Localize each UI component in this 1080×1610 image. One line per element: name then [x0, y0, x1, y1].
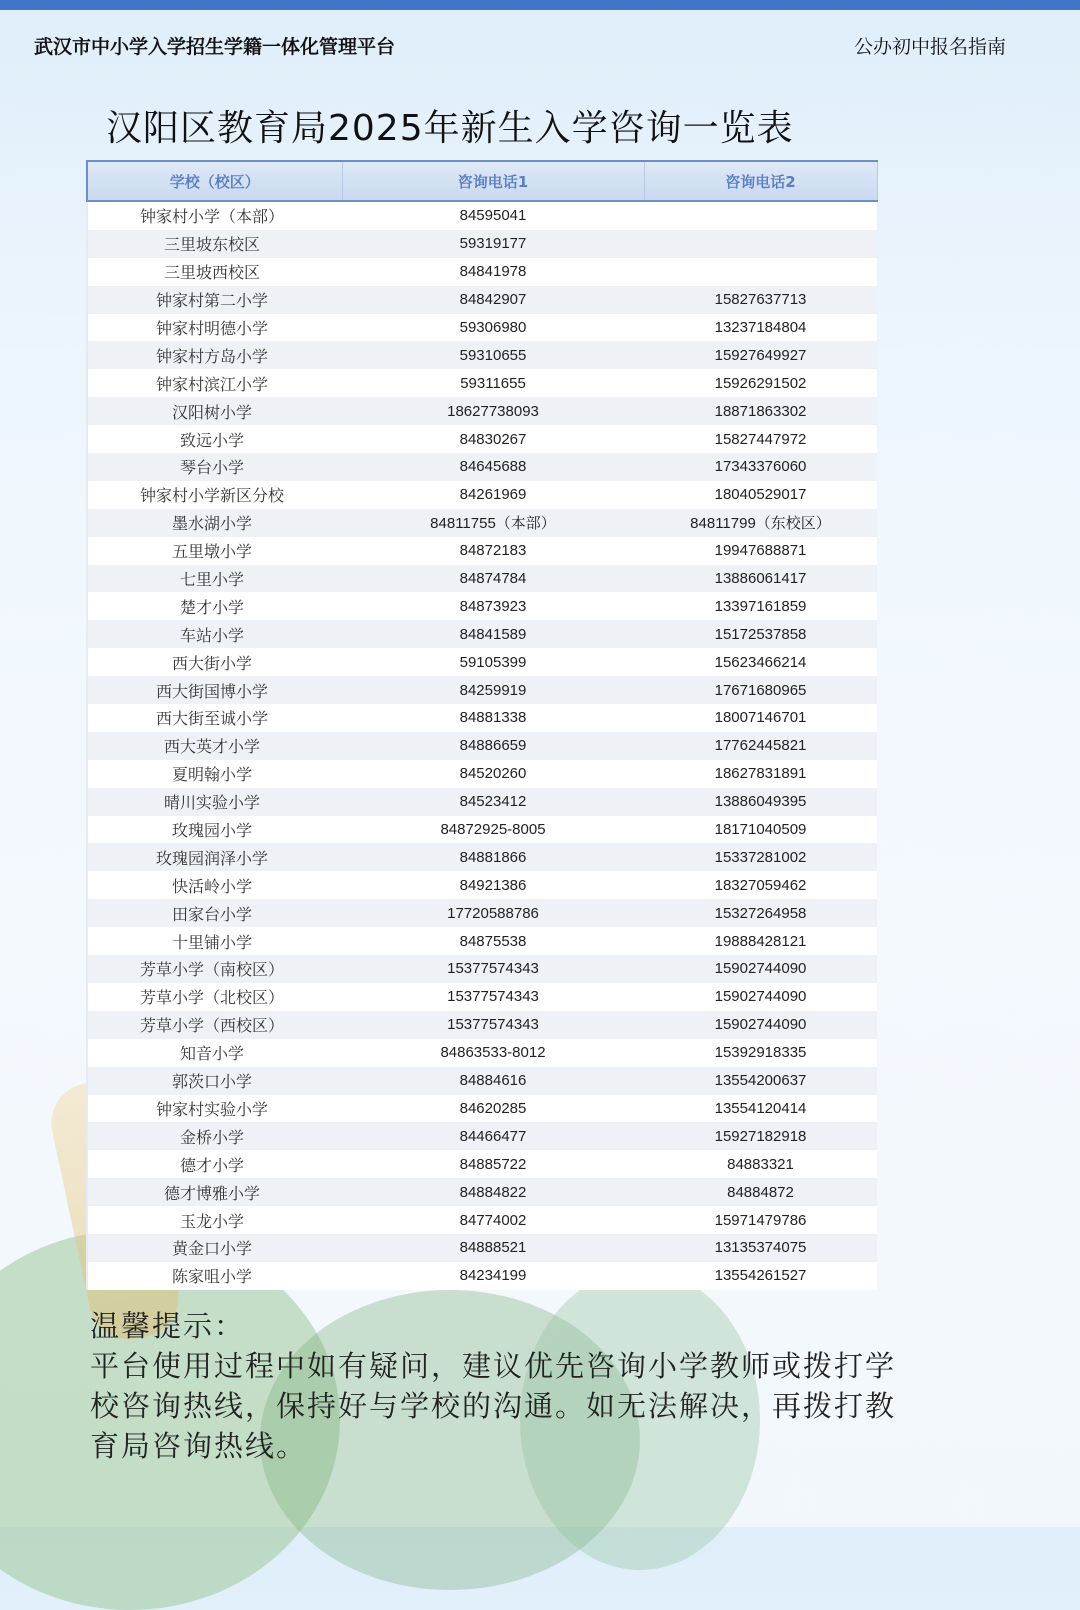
table-row — [87, 899, 877, 927]
cell-school: 德才小学 — [87, 1150, 342, 1178]
cell-school: 三里坡西校区 — [87, 258, 342, 286]
table-row — [87, 1178, 877, 1206]
table-row — [87, 788, 877, 816]
cell-school: 钟家村实验小学 — [87, 1095, 342, 1123]
cell-phone2: 84811799（东校区） — [644, 509, 877, 537]
cell-phone2: 13886061417 — [644, 565, 877, 593]
cell-phone1: 84523412 — [342, 788, 644, 816]
table-row — [87, 843, 877, 871]
cell-phone1: 84830267 — [342, 425, 644, 453]
cell-phone2: 84884872 — [644, 1178, 877, 1206]
cell-phone1: 59319177 — [342, 230, 644, 258]
cell-school: 知音小学 — [87, 1039, 342, 1067]
cell-phone1: 84872183 — [342, 537, 644, 565]
table-row — [87, 453, 877, 481]
cell-phone2: 15927182918 — [644, 1122, 877, 1150]
cell-phone1: 84774002 — [342, 1206, 644, 1234]
cell-phone1: 59306980 — [342, 314, 644, 342]
cell-phone2 — [644, 258, 877, 286]
table-row — [87, 620, 877, 648]
cell-phone2: 19947688871 — [644, 537, 877, 565]
table-row — [87, 816, 877, 844]
cell-school: 三里坡东校区 — [87, 230, 342, 258]
cell-phone2: 13237184804 — [644, 314, 877, 342]
table-row — [87, 1150, 877, 1178]
cell-school: 玫瑰园润泽小学 — [87, 843, 342, 871]
cell-phone2: 13135374075 — [644, 1234, 877, 1262]
cell-phone2: 18171040509 — [644, 816, 877, 844]
table-row — [87, 369, 877, 397]
cell-school: 芳草小学（北校区） — [87, 983, 342, 1011]
cell-phone2: 18871863302 — [644, 397, 877, 425]
table-row — [87, 258, 877, 286]
cell-phone2: 15971479786 — [644, 1206, 877, 1234]
cell-phone1: 59311655 — [342, 369, 644, 397]
cell-phone1: 84874784 — [342, 565, 644, 593]
cell-school: 玉龙小学 — [87, 1206, 342, 1234]
cell-phone2: 15392918335 — [644, 1039, 877, 1067]
cell-phone2 — [644, 230, 877, 258]
cell-phone1: 84884616 — [342, 1067, 644, 1095]
cell-school: 西大街至诚小学 — [87, 704, 342, 732]
cell-phone1: 84261969 — [342, 481, 644, 509]
table-row — [87, 732, 877, 760]
cell-phone1: 84466477 — [342, 1122, 644, 1150]
cell-school: 墨水湖小学 — [87, 509, 342, 537]
cell-school: 车站小学 — [87, 620, 342, 648]
cell-phone1: 15377574343 — [342, 983, 644, 1011]
cell-phone2: 19888428121 — [644, 927, 877, 955]
cell-phone2: 15827637713 — [644, 286, 877, 314]
table-row — [87, 1095, 877, 1123]
cell-phone1: 84881866 — [342, 843, 644, 871]
cell-school: 钟家村小学新区分校 — [87, 481, 342, 509]
cell-phone1: 17720588786 — [342, 899, 644, 927]
cell-phone1: 84259919 — [342, 676, 644, 704]
cell-phone2 — [644, 201, 877, 230]
cell-school: 芳草小学（南校区） — [87, 955, 342, 983]
table-row — [87, 509, 877, 537]
cell-phone2: 15927649927 — [644, 341, 877, 369]
cell-phone2: 15327264958 — [644, 899, 877, 927]
cell-phone1: 84620285 — [342, 1095, 644, 1123]
table-row — [87, 537, 877, 565]
cell-school: 西大英才小学 — [87, 732, 342, 760]
cell-phone2: 18627831891 — [644, 760, 877, 788]
cell-phone1: 84234199 — [342, 1262, 644, 1290]
cell-school: 晴川实验小学 — [87, 788, 342, 816]
table-row — [87, 397, 877, 425]
cell-school: 西大街小学 — [87, 648, 342, 676]
cell-phone1: 84872925-8005 — [342, 816, 644, 844]
cell-school: 金桥小学 — [87, 1122, 342, 1150]
column-header-phone2: 咨询电话2 — [644, 161, 877, 201]
cell-school: 郭茨口小学 — [87, 1067, 342, 1095]
cell-phone2: 84883321 — [644, 1150, 877, 1178]
cell-phone2: 15902744090 — [644, 1011, 877, 1039]
column-header-school: 学校（校区） — [87, 161, 342, 201]
table-row — [87, 1011, 877, 1039]
cell-school: 黄金口小学 — [87, 1234, 342, 1262]
cell-phone2: 13886049395 — [644, 788, 877, 816]
cell-school: 芳草小学（西校区） — [87, 1011, 342, 1039]
cell-phone2: 15172537858 — [644, 620, 877, 648]
table-row — [87, 201, 877, 230]
cell-phone1: 84886659 — [342, 732, 644, 760]
cell-phone2: 17762445821 — [644, 732, 877, 760]
table-row — [87, 955, 877, 983]
cell-phone1: 84875538 — [342, 927, 644, 955]
guide-name: 公办初中报名指南 — [853, 36, 1006, 58]
cell-phone1: 18627738093 — [342, 397, 644, 425]
cell-phone1: 84888521 — [342, 1234, 644, 1262]
tip-body: 平台使用过程中如有疑问，建议优先咨询小学教师或拨打学校咨询热线，保持好与学校的沟通。如无法解决，再拨打教育局咨询热线。 — [90, 1349, 897, 1463]
cell-phone1: 84842907 — [342, 286, 644, 314]
cell-school: 陈家咀小学 — [87, 1262, 342, 1290]
cell-school: 钟家村明德小学 — [87, 314, 342, 342]
cell-phone1: 84885722 — [342, 1150, 644, 1178]
cell-phone1: 84884822 — [342, 1178, 644, 1206]
table-row — [87, 704, 877, 732]
cell-phone1: 84645688 — [342, 453, 644, 481]
cell-phone1: 15377574343 — [342, 955, 644, 983]
cell-school: 玫瑰园小学 — [87, 816, 342, 844]
cell-phone1: 84921386 — [342, 871, 644, 899]
table-row — [87, 983, 877, 1011]
table-row — [87, 927, 877, 955]
table-row — [87, 760, 877, 788]
cell-school: 钟家村滨江小学 — [87, 369, 342, 397]
table-row — [87, 592, 877, 620]
table-row — [87, 481, 877, 509]
cell-school: 钟家村小学（本部） — [87, 201, 342, 230]
table-row — [87, 1206, 877, 1234]
cell-phone2: 18327059462 — [644, 871, 877, 899]
tip-box — [90, 1306, 920, 1466]
cell-phone1: 59310655 — [342, 341, 644, 369]
table-row — [87, 565, 877, 593]
cell-phone1: 84520260 — [342, 760, 644, 788]
cell-school: 五里墩小学 — [87, 537, 342, 565]
cell-phone2: 18040529017 — [644, 481, 877, 509]
cell-school: 夏明翰小学 — [87, 760, 342, 788]
cell-phone2: 18007146701 — [644, 704, 877, 732]
cell-phone1: 84881338 — [342, 704, 644, 732]
cell-phone2: 15926291502 — [644, 369, 877, 397]
cell-phone2: 13554120414 — [644, 1095, 877, 1123]
contact-table — [86, 160, 876, 1290]
table-row — [87, 314, 877, 342]
cell-school: 西大街国博小学 — [87, 676, 342, 704]
table-body — [87, 201, 877, 1290]
cell-school: 钟家村第二小学 — [87, 286, 342, 314]
cell-phone1: 84811755（本部） — [342, 509, 644, 537]
cell-school: 十里铺小学 — [87, 927, 342, 955]
cell-school: 致远小学 — [87, 425, 342, 453]
cell-phone1: 84873923 — [342, 592, 644, 620]
cell-phone1: 84841589 — [342, 620, 644, 648]
table-row — [87, 676, 877, 704]
cell-phone2: 15623466214 — [644, 648, 877, 676]
platform-name: 武汉市中小学入学招生学籍一体化管理平台 — [34, 36, 396, 58]
cell-phone1: 84841978 — [342, 258, 644, 286]
cell-phone2: 13554200637 — [644, 1067, 877, 1095]
cell-school: 德才博雅小学 — [87, 1178, 342, 1206]
table-row — [87, 1234, 877, 1262]
top-accent-bar — [0, 0, 1080, 10]
cell-phone2: 17671680965 — [644, 676, 877, 704]
cell-school: 钟家村方岛小学 — [87, 341, 342, 369]
cell-phone2: 13397161859 — [644, 592, 877, 620]
cell-school: 汉阳树小学 — [87, 397, 342, 425]
column-header-phone1: 咨询电话1 — [342, 161, 644, 201]
cell-phone2: 13554261527 — [644, 1262, 877, 1290]
cell-phone1: 84863533-8012 — [342, 1039, 644, 1067]
cell-school: 琴台小学 — [87, 453, 342, 481]
cell-phone1: 59105399 — [342, 648, 644, 676]
cell-phone2: 17343376060 — [644, 453, 877, 481]
page-title: 汉阳区教育局2025年新生入学咨询一览表 — [106, 108, 794, 149]
table-row — [87, 341, 877, 369]
table-row — [87, 1067, 877, 1095]
table-row — [87, 286, 877, 314]
cell-school: 楚才小学 — [87, 592, 342, 620]
cell-phone1: 84595041 — [342, 201, 644, 230]
cell-phone2: 15902744090 — [644, 955, 877, 983]
table-row — [87, 871, 877, 899]
cell-phone1: 15377574343 — [342, 1011, 644, 1039]
cell-school: 快活岭小学 — [87, 871, 342, 899]
table-row — [87, 1039, 877, 1067]
cell-phone2: 15902744090 — [644, 983, 877, 1011]
cell-phone2: 15827447972 — [644, 425, 877, 453]
cell-phone2: 15337281002 — [644, 843, 877, 871]
table-row — [87, 1122, 877, 1150]
table-row — [87, 230, 877, 258]
tip-heading: 温馨提示： — [90, 1309, 246, 1343]
table-header-row — [87, 161, 877, 201]
cell-school: 田家台小学 — [87, 899, 342, 927]
cell-school: 七里小学 — [87, 565, 342, 593]
table-row — [87, 648, 877, 676]
table-row — [87, 1262, 877, 1290]
table-row — [87, 425, 877, 453]
